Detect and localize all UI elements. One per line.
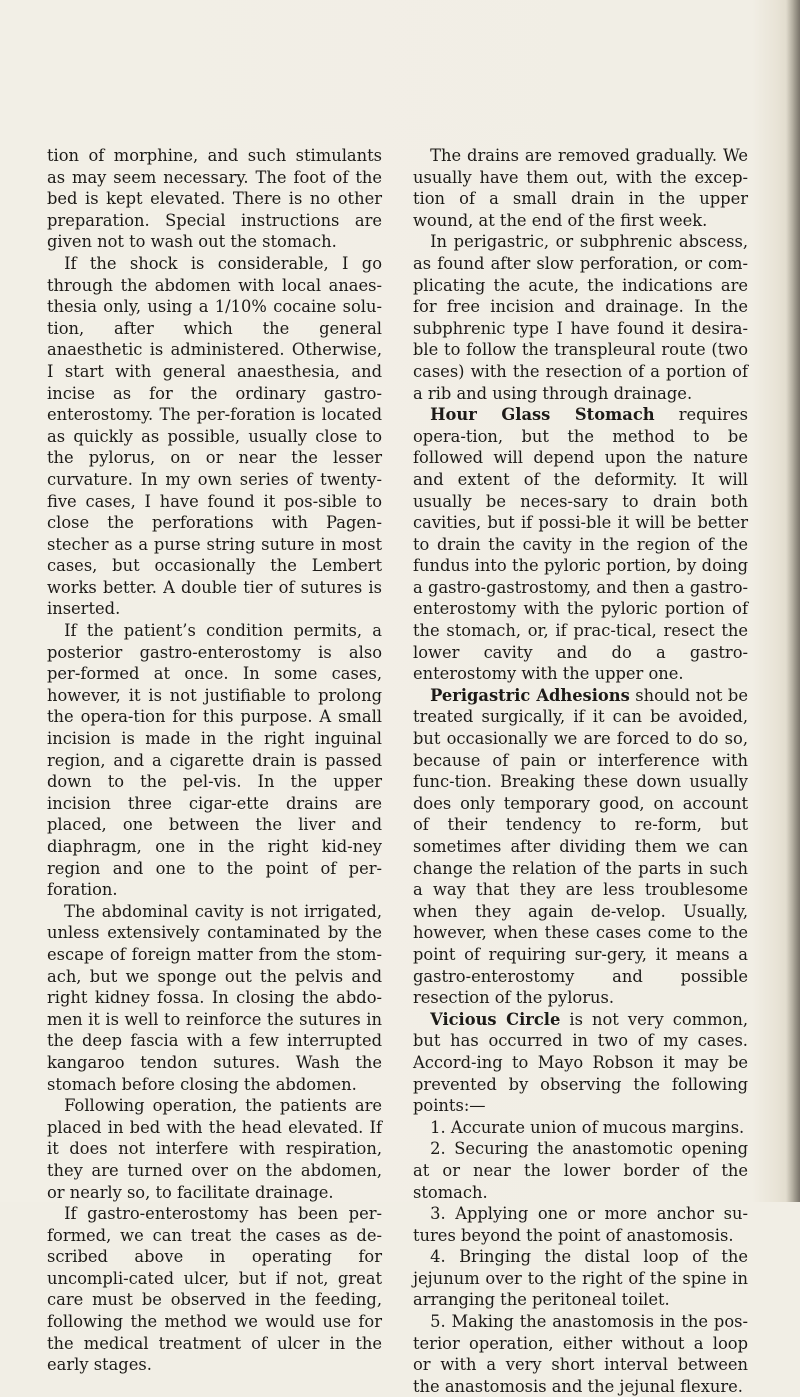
paragraph-body: is not very common, but has occurred in two of my cases. Accord-ing to Mayo Robson it may be prevented by observing the following points:— [413, 1009, 748, 1116]
paragraph [413, 685, 748, 1009]
paragraph-body: should not be treated surgically, if it can be avoided, but occasionally we are forced to do so, because of pain or interference with func-tion. Breaking these down usually does only temporary good, on account of their tendency to re-form, but sometimes after dividing them we can change the relation of the parts in such a way that they are less troublesome when they again de-velop. Usually, however, when these cases come to the point of requiring sur-gery, it means a gastro-enterostomy and possible resection of the pylorus. [413, 685, 748, 1008]
paragraph: The abdominal cavity is not irrigated, unless extensively contaminated by the escape of foreign matter from the stom-ach, but we sponge out the pelvis and right kidney fossa. In closing the abdo-men it is well to reinforce the sutures in the deep fascia with a few interrupted kangaroo tendon sutures. Wash the stomach before closing the abdomen. [47, 901, 382, 1094]
section-heading-perigastric-adhesions: Perigastric Adhesions [430, 685, 630, 705]
paragraph: If the shock is considerable, I go through the abdomen with local anaes-thesia only, using a 1/10% cocaine solu-tion, after which the general anaesthetic is administered. Otherwise, I start with general anaesthesia, and incise as for the ordinary gastro-enterostomy. The per-foration is located as quickly as possible, usually close to the pylorus, on or near the lesser curvature. In my own series of twenty-five cases, I have found it pos-sible to close the perforations with Pagen-stecher as a purse string suture in most cases, but occasionally the Lembert works better. A double tier of sutures is inserted. [47, 253, 382, 619]
right-column [413, 145, 748, 1397]
list-item: 3. Applying one or more anchor su-tures beyond the point of anastomosis. [413, 1204, 748, 1245]
paragraph: The drains are removed gradually. We usually have them out, with the excep-tion of a small drain in the upper wound, at the end of the first week. [413, 146, 748, 230]
paragraph: Following operation, the patients are placed in bed with the head elevated. If it does not interfere with respiration, they are turned over on the abdomen, or nearly so, to facilitate drainage. [47, 1096, 382, 1202]
paragraph: If gastro-enterostomy has been per-formed, we can treat the cases as de-scribed above in operating for uncompli-cated ulcer, but if not, great care must be observed in the feeding, following the method we would use for the medical treatment of ulcer in the early stages. [47, 1204, 382, 1375]
paragraph: tion of morphine, and such stimulants as may seem necessary. The foot of the bed is kept elevated. There is no other preparation. Special instructions are given not to wash out the stomach. [47, 146, 382, 252]
list-item: 1. Accurate union of mucous margins. [430, 1117, 745, 1137]
paragraph: In perigastric, or subphrenic abscess, as found after slow perforation, or com-plicating the acute, the indications are for free incision and drainage. In the subphrenic type I have found it desira-ble to follow the transpleural route (two cases) with the resection of a portion of a rib and using through drainage. [413, 232, 748, 403]
paragraph-body: requires opera-tion, but the method to be followed will depend upon the nature and extent of the deformity. It will usually be neces-sary to drain both cavities, but if possi-ble it will be better to drain the cavity in the region of the fundus into the pyloric portion, by doing a gastro-gastrostomy, and then a gastro-enterostomy with the pyloric portion of the stomach, or, if prac-tical, resect the lower cavity and do a gastro-enterostomy with the upper one. [413, 405, 748, 684]
left-column [47, 145, 382, 1376]
paragraph: If the patient’s condition permits, a posterior gastro-enterostomy is also per-formed at once. In some cases, however, it is not justifiable to prolong the opera-tion for this purpose. A small incision is made in the right inguinal region, and a cigarette drain is passed down to the pel-vis. In the upper incision three cigar-ette drains are placed, one between the liver and diaphragm, one in the right kid-ney region and one to the point of per-foration. [47, 621, 382, 900]
list-item: 5. Making the anastomosis in the pos-terior operation, either without a loop or with a very short interval between the anastomosis and the jejunal flexure. [413, 1312, 748, 1396]
list-item: 2. Securing the anastomotic opening at or near the lower border of the stomach. [413, 1139, 748, 1202]
page-binding-edge [786, 0, 800, 1202]
section-heading-hour-glass-stomach: Hour Glass Stomach [430, 405, 655, 425]
paragraph [413, 404, 748, 685]
section-heading-vicious-circle: Vicious Circle [430, 1009, 561, 1029]
paragraph [413, 1009, 748, 1117]
list-item: 4. Bringing the distal loop of the jejunum over to the right of the spine in arranging the peritoneal toilet. [413, 1247, 748, 1310]
